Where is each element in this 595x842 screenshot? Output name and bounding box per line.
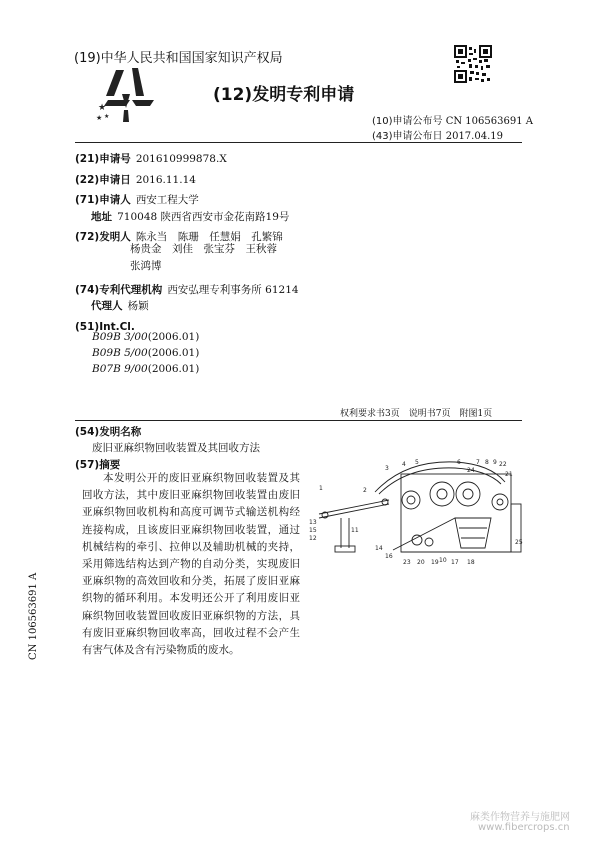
page-counts: 权利要求书3页 说明书7页 附图1页 bbox=[340, 409, 493, 419]
svg-text:22: 22 bbox=[499, 461, 507, 468]
svg-text:★: ★ bbox=[98, 103, 107, 113]
pub-date: 2017.04.19 bbox=[445, 131, 503, 142]
doc-type: (12)发明专利申请 bbox=[213, 85, 355, 105]
svg-text:★: ★ bbox=[96, 114, 103, 122]
svg-text:7: 7 bbox=[476, 459, 480, 466]
svg-text:5: 5 bbox=[415, 459, 419, 466]
address: 710048 陕西省西安市金花南路19号 bbox=[117, 211, 290, 223]
invention-title: 废旧亚麻织物回收装置及其回收方法 bbox=[92, 442, 260, 454]
svg-text:10: 10 bbox=[439, 557, 447, 564]
agency-label: (74)专利代理机构 bbox=[75, 284, 163, 296]
svg-text:16: 16 bbox=[385, 553, 393, 560]
qr-code-icon bbox=[454, 45, 492, 83]
applicant-label: (71)申请人 bbox=[75, 194, 131, 206]
agent-label: 代理人 bbox=[91, 300, 123, 312]
svg-text:8: 8 bbox=[485, 459, 489, 466]
svg-text:★: ★ bbox=[104, 113, 110, 120]
title-label: (54)发明名称 bbox=[75, 426, 142, 438]
ipc-label: (51)Int.Cl. bbox=[75, 321, 135, 333]
ipc-version: (2006.01) bbox=[147, 347, 200, 359]
counts-rule bbox=[75, 420, 522, 421]
ipc-code: B07B 9/00 bbox=[92, 363, 148, 375]
svg-text:23: 23 bbox=[403, 559, 411, 566]
abstract-drawing bbox=[305, 452, 527, 572]
svg-text:2: 2 bbox=[363, 487, 367, 494]
header-rule bbox=[75, 142, 522, 143]
inventors-label: (72)发明人 bbox=[75, 231, 131, 243]
filing-date: 2016.11.14 bbox=[135, 174, 196, 186]
svg-text:4: 4 bbox=[402, 461, 406, 468]
filing-date-label: (22)申请日 bbox=[75, 174, 131, 186]
svg-text:15: 15 bbox=[309, 527, 317, 534]
svg-text:17: 17 bbox=[451, 559, 459, 566]
svg-text:12: 12 bbox=[309, 535, 317, 542]
svg-text:21: 21 bbox=[505, 471, 513, 478]
svg-text:3: 3 bbox=[385, 465, 389, 472]
ipc-version: (2006.01) bbox=[147, 331, 200, 343]
applicant: 西安工程大学 bbox=[135, 194, 199, 206]
office-name: (19)中华人民共和国国家知识产权局 bbox=[74, 51, 283, 66]
inventors-line2: 杨贵金 刘佳 张宝芬 王秋蓉 bbox=[130, 243, 277, 255]
svg-text:13: 13 bbox=[309, 519, 317, 526]
ipc-code: B09B 5/00 bbox=[92, 347, 148, 359]
svg-text:6: 6 bbox=[457, 459, 461, 466]
inventors-line1: 陈永当 陈珊 任慧娟 孔繁锦 bbox=[135, 231, 283, 243]
ipc-version: (2006.01) bbox=[147, 363, 200, 375]
side-pub-number: CN 106563691 A bbox=[28, 572, 39, 660]
svg-text:20: 20 bbox=[417, 559, 425, 566]
abstract-text: 本发明公开的废旧亚麻织物回收装置及其回收方法，其中废旧亚麻织物回收装置由废旧亚麻织物回收机构和高度可调节式输送机构经连接构成，且该废旧亚麻织物回收装置，通过机械结构的牵引、拉伸以及辅助机械的夹持，采用筛选结构达到产物的自动分类，实现废旧亚麻织物的高效回收和分类，拓展了废旧亚麻织物的循环利用。本发明还公开了利用废旧亚麻织物回收装置回收废旧亚麻织物的方法，具有废旧亚麻织物回收率高，回收过程不会产生有害气体及含有污染物质的废水。 bbox=[82, 472, 300, 657]
abstract-label: (57)摘要 bbox=[75, 459, 121, 471]
address-label: 地址 bbox=[91, 211, 112, 223]
svg-text:14: 14 bbox=[375, 545, 383, 552]
svg-text:25: 25 bbox=[515, 539, 523, 546]
app-no: 201610999878.X bbox=[135, 153, 227, 165]
agency: 西安弘理专利事务所 61214 bbox=[167, 284, 299, 296]
svg-text:11: 11 bbox=[351, 527, 359, 534]
svg-text:9: 9 bbox=[493, 459, 497, 466]
inventors-line3: 张鸿博 bbox=[130, 260, 162, 272]
pub-date-label: (43)申请公布日 bbox=[372, 131, 443, 142]
cnipa-emblem-icon bbox=[96, 66, 158, 124]
watermark-cn: 麻类作物营养与施肥网 bbox=[470, 812, 570, 823]
pub-no: CN 106563691 A bbox=[445, 116, 533, 127]
svg-text:1: 1 bbox=[319, 485, 323, 492]
svg-text:18: 18 bbox=[467, 559, 475, 566]
svg-text:24: 24 bbox=[467, 467, 475, 474]
pub-no-label: (10)申请公布号 bbox=[372, 116, 443, 127]
svg-text:19: 19 bbox=[431, 559, 439, 566]
watermark-url: www.fibercrops.cn bbox=[478, 822, 570, 833]
ipc-code: B09B 3/00 bbox=[92, 331, 148, 343]
agent: 杨颖 bbox=[127, 300, 149, 312]
app-no-label: (21)申请号 bbox=[75, 153, 131, 165]
